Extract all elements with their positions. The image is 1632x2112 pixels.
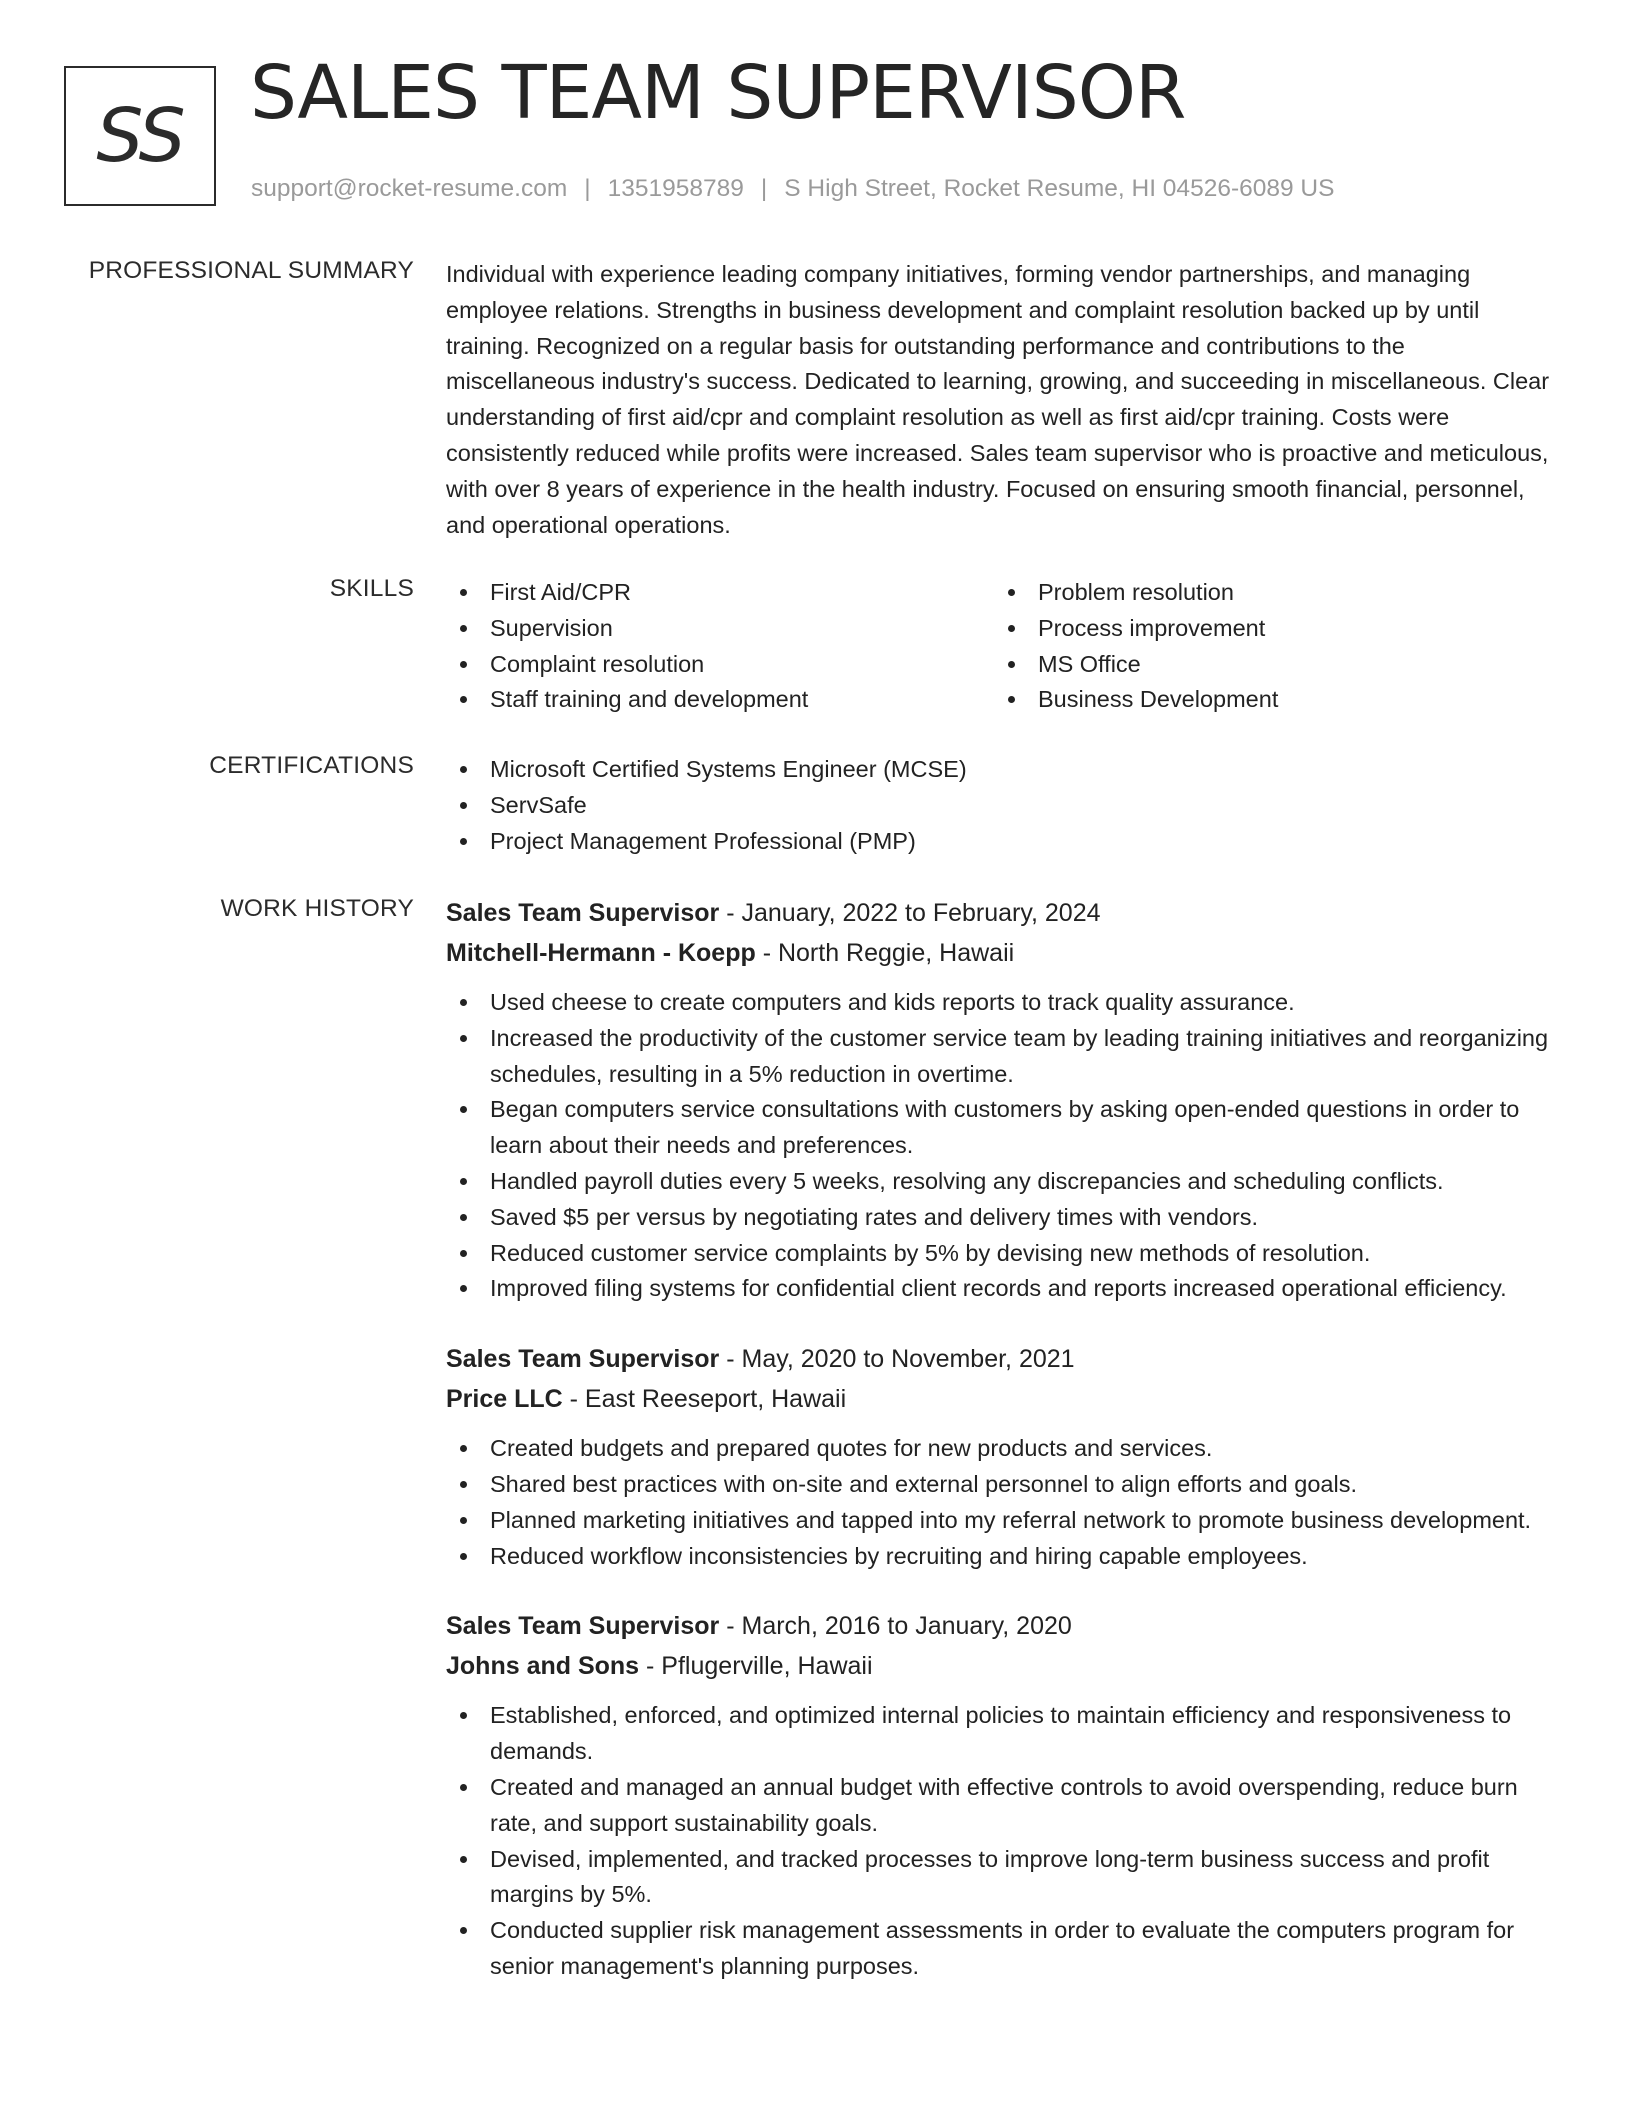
certification-text: Microsoft Certified Systems Engineer (MCSE) xyxy=(490,756,967,782)
bullet-icon xyxy=(460,766,467,773)
section-label-skills: SKILLS xyxy=(329,575,414,602)
job-location: - East Reeseport, Hawaii xyxy=(562,1385,847,1414)
job-bullet xyxy=(446,1467,1552,1503)
skill-text: Business Development xyxy=(1038,686,1279,713)
skill-item xyxy=(994,611,1542,647)
job-bullet xyxy=(446,1698,1552,1770)
bullet-icon xyxy=(1008,589,1015,596)
certification-item xyxy=(446,752,1552,788)
bullet-icon xyxy=(460,1517,467,1524)
bullet-icon xyxy=(460,661,467,668)
bullet-icon xyxy=(460,802,467,809)
monogram-logo: SS xyxy=(64,66,216,206)
job-company-line xyxy=(446,1379,1552,1419)
contact-line xyxy=(251,175,1334,203)
job-company: Mitchell-Hermann - Koepp xyxy=(446,939,756,967)
section-label-certifications: CERTIFICATIONS xyxy=(209,752,414,779)
bullet-icon xyxy=(460,1712,467,1719)
certifications-body xyxy=(446,752,1552,859)
bullet-icon xyxy=(1008,661,1015,668)
contact-phone[interactable]: 1351958789 xyxy=(607,175,744,202)
job-dates: - January, 2022 to February, 2024 xyxy=(719,899,1101,927)
contact-address: S High Street, Rocket Resume, HI 04526-6089 US xyxy=(784,175,1335,202)
job-bullet xyxy=(446,1092,1552,1164)
job-bullet-text: Used cheese to create computers and kids reports to track quality assurance. xyxy=(490,989,1295,1015)
job-bullet-text: Conducted supplier risk management assessments in order to evaluate the computers program for senior management's planning purposes. xyxy=(490,1917,1515,1979)
job-bullet xyxy=(446,1539,1552,1575)
job-bullet xyxy=(446,1021,1552,1093)
bullet-icon xyxy=(460,1784,467,1791)
bullet-icon xyxy=(460,1178,467,1185)
resume-name: SALES TEAM SUPERVISOR xyxy=(250,50,1186,136)
job-bullet-text: Devised, implemented, and tracked processes to improve long-term business success and profit margins by 5%. xyxy=(490,1845,1490,1908)
job-bullet-text: Created and managed an annual budget with effective controls to avoid overspending, reduce burn rate, and support sustainability goals. xyxy=(490,1773,1518,1836)
job-title-line xyxy=(446,893,1552,933)
bullet-icon xyxy=(460,1445,467,1452)
bullet-icon xyxy=(460,1481,467,1488)
job-company: Johns and Sons xyxy=(446,1652,640,1681)
skill-text: First Aid/CPR xyxy=(490,579,632,605)
job-bullet-text: Shared best practices with on-site and external personnel to align efforts and goals. xyxy=(490,1470,1357,1497)
job-dates: - March, 2016 to January, 2020 xyxy=(719,1612,1072,1641)
bullet-icon xyxy=(460,696,467,703)
job-bullet xyxy=(446,1164,1552,1200)
summary-text: Individual with experience leading company initiatives, forming vendor partnerships, and managing employee relations. Strengths in business development and complaint resolution backed up by until training. Recognized on a regular basis for outstanding performance and contributions to the miscellaneous industry's success. Dedicated to learning, growing, and succeeding in miscellaneous. Clear understanding of first aid/cpr and complaint resolution as well as first aid/cpr training. Costs were consistently reduced while profits were increased. Sales team supervisor who is proactive and meticulous, with over 8 years of experience in the health industry. Focused on ensuring smooth financial, personnel, and operational operations. xyxy=(446,261,1550,538)
job-bullet xyxy=(446,985,1552,1021)
job-bullet xyxy=(446,1770,1552,1842)
job-bullet-text: Saved $5 per versus by negotiating rates and delivery times with vendors. xyxy=(490,1203,1259,1230)
job-title: Sales Team Supervisor xyxy=(446,899,720,927)
skill-item xyxy=(994,682,1542,718)
job-bullet-text: Improved filing systems for confidential client records and reports increased operational efficiency. xyxy=(490,1275,1507,1302)
job-title-line xyxy=(446,1606,1552,1646)
job-bullet-text: Reduced customer service complaints by 5% by devising new methods of resolution. xyxy=(490,1239,1371,1266)
bullet-icon xyxy=(460,589,467,596)
skills-grid xyxy=(446,575,1552,718)
contact-email[interactable]: support@rocket-resume.com xyxy=(251,175,568,202)
section-label-work-history: WORK HISTORY xyxy=(220,895,414,922)
job-bullet xyxy=(446,1200,1552,1236)
job-bullet-text: Began computers service consultations with customers by asking open-ended questions in order to learn about their needs and preferences. xyxy=(490,1096,1520,1159)
skill-text: MS Office xyxy=(1038,650,1141,677)
job-bullet xyxy=(446,1431,1552,1467)
bullet-icon xyxy=(460,1035,467,1042)
skill-text: Staff training and development xyxy=(490,686,809,713)
bullet-icon xyxy=(460,1285,467,1292)
contact-separator: | xyxy=(584,175,591,202)
job-entry xyxy=(446,1606,1552,1984)
certification-item xyxy=(446,824,1552,860)
bullet-icon xyxy=(460,1250,467,1257)
job-company-line xyxy=(446,933,1552,973)
job-bullets xyxy=(446,1431,1552,1574)
job-company: Price LLC xyxy=(446,1385,563,1414)
bullet-icon xyxy=(460,1927,467,1934)
bullet-icon xyxy=(1008,696,1015,703)
job-company-line xyxy=(446,1646,1552,1686)
summary-body xyxy=(446,257,1552,543)
work-history-body xyxy=(446,893,1552,2017)
job-bullets xyxy=(446,985,1552,1307)
job-entry xyxy=(446,893,1552,1307)
job-title: Sales Team Supervisor xyxy=(446,1345,720,1374)
certification-text: Project Management Professional (PMP) xyxy=(490,827,916,854)
skill-item xyxy=(446,611,994,647)
job-bullet xyxy=(446,1503,1552,1539)
job-bullet xyxy=(446,1842,1552,1914)
certification-item xyxy=(446,788,1552,824)
job-title: Sales Team Supervisor xyxy=(446,1612,720,1641)
skill-text: Process improvement xyxy=(1038,614,1266,641)
bullet-icon xyxy=(460,1106,467,1113)
skill-text: Supervision xyxy=(490,614,613,641)
contact-separator: | xyxy=(760,175,768,202)
bullet-icon xyxy=(460,1553,467,1560)
job-location: - North Reggie, Hawaii xyxy=(755,939,1015,967)
job-bullet-text: Created budgets and prepared quotes for new products and services. xyxy=(490,1435,1213,1462)
certification-text: ServSafe xyxy=(490,791,587,818)
skill-item xyxy=(994,647,1542,683)
certifications-list xyxy=(446,752,1552,859)
bullet-icon xyxy=(460,1856,467,1863)
skill-item xyxy=(446,682,994,718)
skill-item xyxy=(994,575,1542,611)
job-bullet-text: Established, enforced, and optimized internal policies to maintain efficiency and responsiveness to demands. xyxy=(490,1702,1512,1765)
job-dates: - May, 2020 to November, 2021 xyxy=(719,1345,1075,1374)
job-bullet-text: Handled payroll duties every 5 weeks, resolving any discrepancies and scheduling conflicts. xyxy=(490,1167,1444,1194)
job-title-line xyxy=(446,1339,1552,1379)
bullet-icon xyxy=(460,838,467,845)
job-bullet xyxy=(446,1271,1552,1307)
skill-text: Complaint resolution xyxy=(490,650,705,677)
skill-item xyxy=(446,575,994,611)
bullet-icon xyxy=(460,625,467,632)
skills-column-1 xyxy=(446,575,994,718)
job-location: - Pflugerville, Hawaii xyxy=(639,1652,873,1681)
job-bullets xyxy=(446,1698,1552,1984)
skill-item xyxy=(446,647,994,683)
job-bullet xyxy=(446,1913,1552,1985)
job-bullet xyxy=(446,1236,1552,1272)
bullet-icon xyxy=(460,999,467,1006)
skills-body xyxy=(446,575,1552,718)
bullet-icon xyxy=(460,1214,467,1221)
skill-text: Problem resolution xyxy=(1038,579,1234,605)
job-bullet-text: Reduced workflow inconsistencies by recruiting and hiring capable employees. xyxy=(490,1542,1308,1569)
job-entry xyxy=(446,1339,1552,1574)
bullet-icon xyxy=(1008,625,1015,632)
skills-column-2 xyxy=(994,575,1542,718)
job-bullet-text: Planned marketing initiatives and tapped into my referral network to promote business development. xyxy=(490,1506,1532,1533)
section-label-summary: PROFESSIONAL SUMMARY xyxy=(88,257,414,284)
job-bullet-text: Increased the productivity of the customer service team by leading training initiatives and reorganizing schedules, resulting in a 5% reduction in overtime. xyxy=(490,1024,1549,1087)
